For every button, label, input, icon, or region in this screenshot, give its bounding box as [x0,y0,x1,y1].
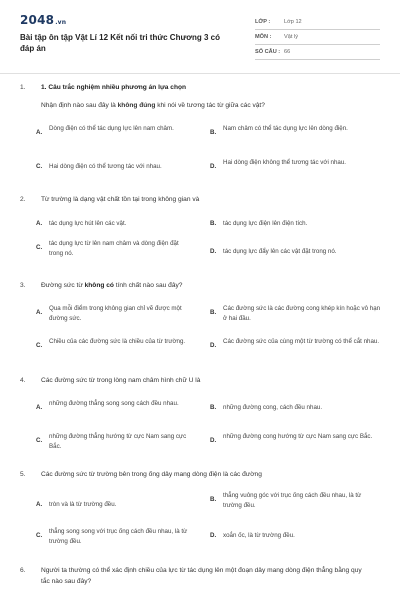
option-label: D. [210,532,217,539]
page-title: Bài tập ôn tập Vật Lí 12 Kết nối tri thức Chương 3 có đáp án [20,33,220,53]
option-text: những đường thẳng hướng từ cực Nam sang cực Bắc. [49,433,187,450]
option-text: tác dụng lực điện lên điện tích. [223,220,308,227]
meta-row-subject [255,30,380,45]
option-text: Qua mỗi điểm trong không gian chỉ vẽ được một đường sức. [49,305,182,322]
option-text: thẳng song song với trục ống cách đều nhau, là từ trường đều. [49,528,188,545]
option-label: B. [210,309,217,316]
option-label: D. [210,437,217,444]
question-text-part: Nhận định nào sau đây là [41,102,118,109]
question-5 [20,469,385,545]
question-text: Người ta thường có thể xác định chiều của lực từ tác dụng lên một đoạn dây mang dòng điện thẳng bằng quy tắc nào sau đây? [41,567,362,585]
question-text-part: Đường sức từ [41,282,85,289]
option-text: Nam châm có thể tác dụng lực lên dòng điện. [223,125,348,132]
meta-row-count [255,45,380,60]
question-number: 6. [20,567,26,574]
option-text: những đường thẳng song song cách đều nhau. [49,400,179,407]
option-label: A. [36,220,43,227]
option-text: Các đường sức của cùng một từ trường có thể cắt nhau. [223,338,380,345]
option-text: Hai dòng điện có thể tương tác với nhau. [49,163,162,170]
option-text: tác dụng lực đẩy lên các vật đặt trong nó. [223,248,337,255]
meta-value: Vật lý [284,34,298,40]
question-2 [20,194,385,257]
option-label: A. [36,404,43,411]
logo-text: 2048 [20,13,55,27]
option-text: Dòng điện có thể tác dụng lực lên nam châm. [49,125,174,132]
question-number: 2. [20,196,26,203]
option-text: Chiều của các đường sức là chiều của từ trường. [49,338,186,345]
option-label: B. [210,129,217,136]
meta-row-class [255,15,380,30]
question-text-emphasis: không đúng [117,102,156,109]
option-text: tác dụng lực hút lên các vật. [49,220,127,227]
option-label: C. [36,163,43,170]
question-text-emphasis: không có [84,282,114,289]
meta-key: MÔN : [255,34,272,40]
header-divider [0,73,400,74]
option-label: B. [210,404,217,411]
option-text: Các đường sức là các đường cong khép kín hoặc vô hạn ở hai đầu. [223,305,381,322]
option-text: Hai dòng điện không thể tương tác với nhau. [223,159,347,166]
question-number: 3. [20,282,26,289]
option-label: D. [210,342,217,349]
question-3 [20,280,385,349]
question-text: Các đường sức từ trong lòng nam châm hình chữ U là [41,377,201,384]
logo-suffix: .vn [55,19,67,26]
question-number: 5. [20,471,26,478]
option-label: B. [210,220,217,227]
option-label: A. [36,129,43,136]
option-label: C. [36,532,43,539]
question-text-part: khi nói về tương tác từ giữa các vật? [155,102,265,109]
option-text: những đường cong hướng từ cực Nam sang cực Bắc. [223,433,373,440]
option-label: C. [36,342,43,349]
option-text: xoắn ốc, là từ trường đều. [223,532,295,539]
meta-info [255,15,380,60]
option-text: tròn và là từ trường đều. [49,501,117,508]
meta-value: 66 [284,49,291,55]
option-label: D. [210,163,217,170]
option-text: tác dụng lực từ lên nam châm và dòng điện đặt trong nó. [49,240,179,257]
meta-key: LỚP : [255,19,271,25]
option-label: C. [36,244,43,251]
option-text: những đường cong, cách đều nhau. [223,404,323,411]
meta-value: Lớp 12 [284,19,302,25]
meta-key: SỐ CÂU : [255,49,281,55]
question-text: Từ trường là dạng vật chất tồn tại trong không gian và [41,196,200,203]
question-number: 4. [20,377,26,384]
option-text: thẳng vuông góc với trục ống cách đều nhau, là từ trường đều. [223,492,362,509]
option-label: B. [210,496,217,503]
question-text: Các đường sức từ trường bên trong ống dây mang dòng điện là các đường [41,471,262,478]
option-label: A. [36,501,43,508]
option-label: A. [36,309,43,316]
question-text-part: tính chất nào sau đây? [113,282,183,289]
question-6 [20,565,385,585]
section-title: 1. Câu trắc nghiệm nhiều phương án lựa chọn [41,84,187,91]
question-text [41,102,381,109]
option-label: D. [210,248,217,255]
question-4 [20,375,385,450]
option-label: C. [36,437,43,444]
question-1 [20,82,385,170]
question-text [41,280,182,292]
question-number: 1. [20,84,26,91]
